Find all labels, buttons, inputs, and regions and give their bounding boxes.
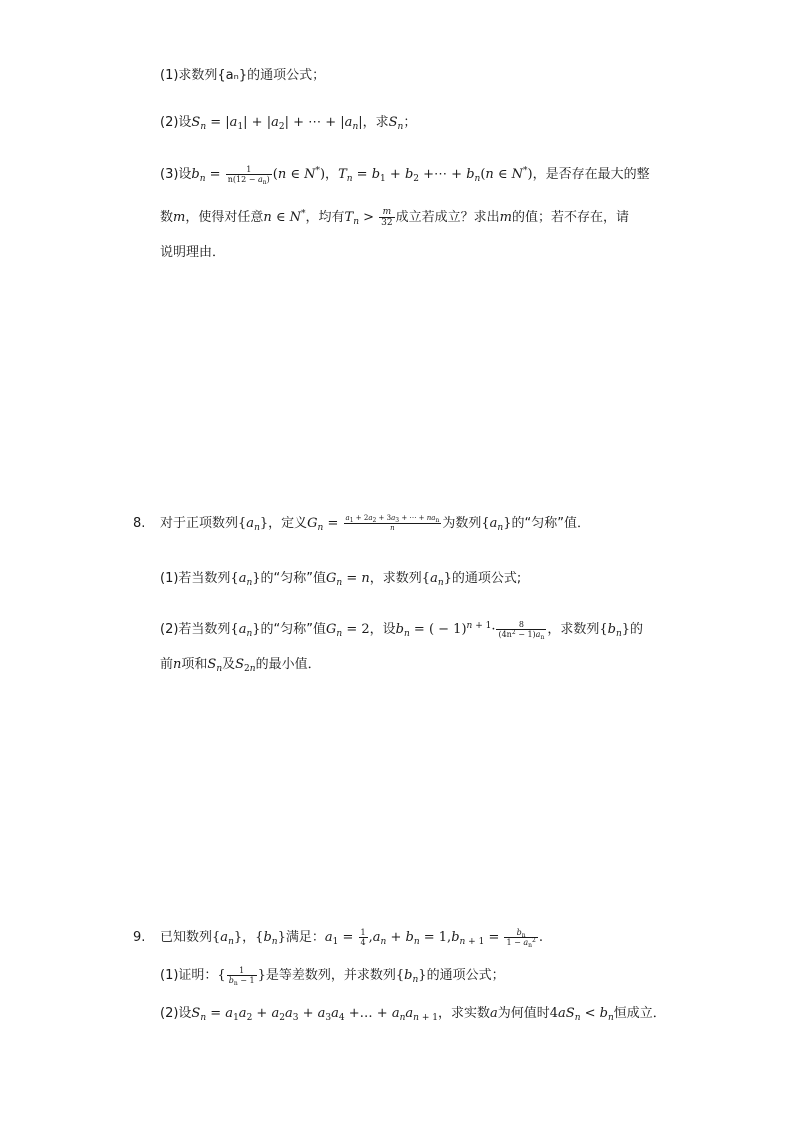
q9-intro: 已知数列$\{a_n\}$，$\{b_n\}$满足：$a_1$ = $\frac{1}{4}$ $,a_n + b_n = 1,b_{n + 1}$ = $\frac{b_n}{1 - a_n^2}$ . xyxy=(160,928,543,949)
q9-part1: (1)证明：{ $\frac{1}{b_n - 1}$ }是等差数列，并求数列$\{b_n\}$的通项公式； xyxy=(160,966,505,987)
q7-part3-line1: (3)设$b_n$ = $\frac{1}{n(12 - a_n)}$ (n ∈ N*)，$T_n = b_1 + b_2$ +⋯ + $b_n(n$ ∈ N*)，是否存在最大的整 xyxy=(160,165,650,186)
q7-part1-text: (1)求数列{aₙ}的通项公式； xyxy=(160,68,326,83)
fraction-gn: $\frac{a_1 + 2a_2 + 3a_3 + \cdots + na_n}{n}$ xyxy=(345,514,440,532)
fraction-1-bn-minus-1: $\frac{1}{b_n - 1}$ xyxy=(228,966,255,987)
q7-part3-line2: 数m，使得对任意n ∈ N*，均有$T_n$ > $\frac{m}{32}$ 成立若成立？求出m的值；若不存在，请 xyxy=(160,207,629,228)
fraction-bn-recurrence: $\frac{b_n}{1 - a_n^2}$ xyxy=(506,928,536,949)
q9-part2: (2)设$S_n = a_1a_2 + a_2a_3 + a_3a_4$ +… + $a_na_{n + 1}$，求实数a为何值时$4aS_n < b_n$恒成立． xyxy=(160,1006,666,1023)
q7-part3-line3: 说明理由． xyxy=(160,245,226,260)
q8-intro: 对于正项数列$\{a_n\}$，定义$G_n$ = $\frac{a_1 + 2a_2 + 3a_3 + \cdots + na_n}{n}$ 为数列$\{a_n\}$的“匀称”值． xyxy=(160,514,590,533)
q8-part2-line1: (2)若当数列$\{a_n\}$的“匀称”值$G_n = 2$，设$b_n$ = ( − 1)$^{n + 1}$· $\frac{8}{(4n^2 - 1)a_n}$ ，求数列$\{b_n\}$的 xyxy=(160,620,644,641)
q8-part2-line2: 前n项和$S_n$及$S_{2n}$的最小值． xyxy=(160,657,321,674)
fraction-m-32: $\frac{m}{32}$ xyxy=(381,207,393,228)
fraction-8: $\frac{8}{(4n^2 - 1)a_n}$ xyxy=(498,620,545,641)
fraction-bn: $\frac{1}{n(12 - a_n)}$ xyxy=(227,165,270,186)
q7-part2: (2)设$S_n = |a_1| + |a_2|$ + ⋯ + $|a_n|$，求$S_n$； xyxy=(160,115,417,132)
q8-number: 8. xyxy=(133,516,146,531)
q7-part1 xyxy=(160,66,325,86)
q8-part1: (1)若当数列$\{a_n\}$的“匀称”值$G_n = n$，求数列$\{a_n\}$的通项公式; xyxy=(160,571,522,588)
q9-number: 9. xyxy=(133,930,146,945)
fraction-1-4: $\frac{1}{4}$ xyxy=(360,928,366,947)
